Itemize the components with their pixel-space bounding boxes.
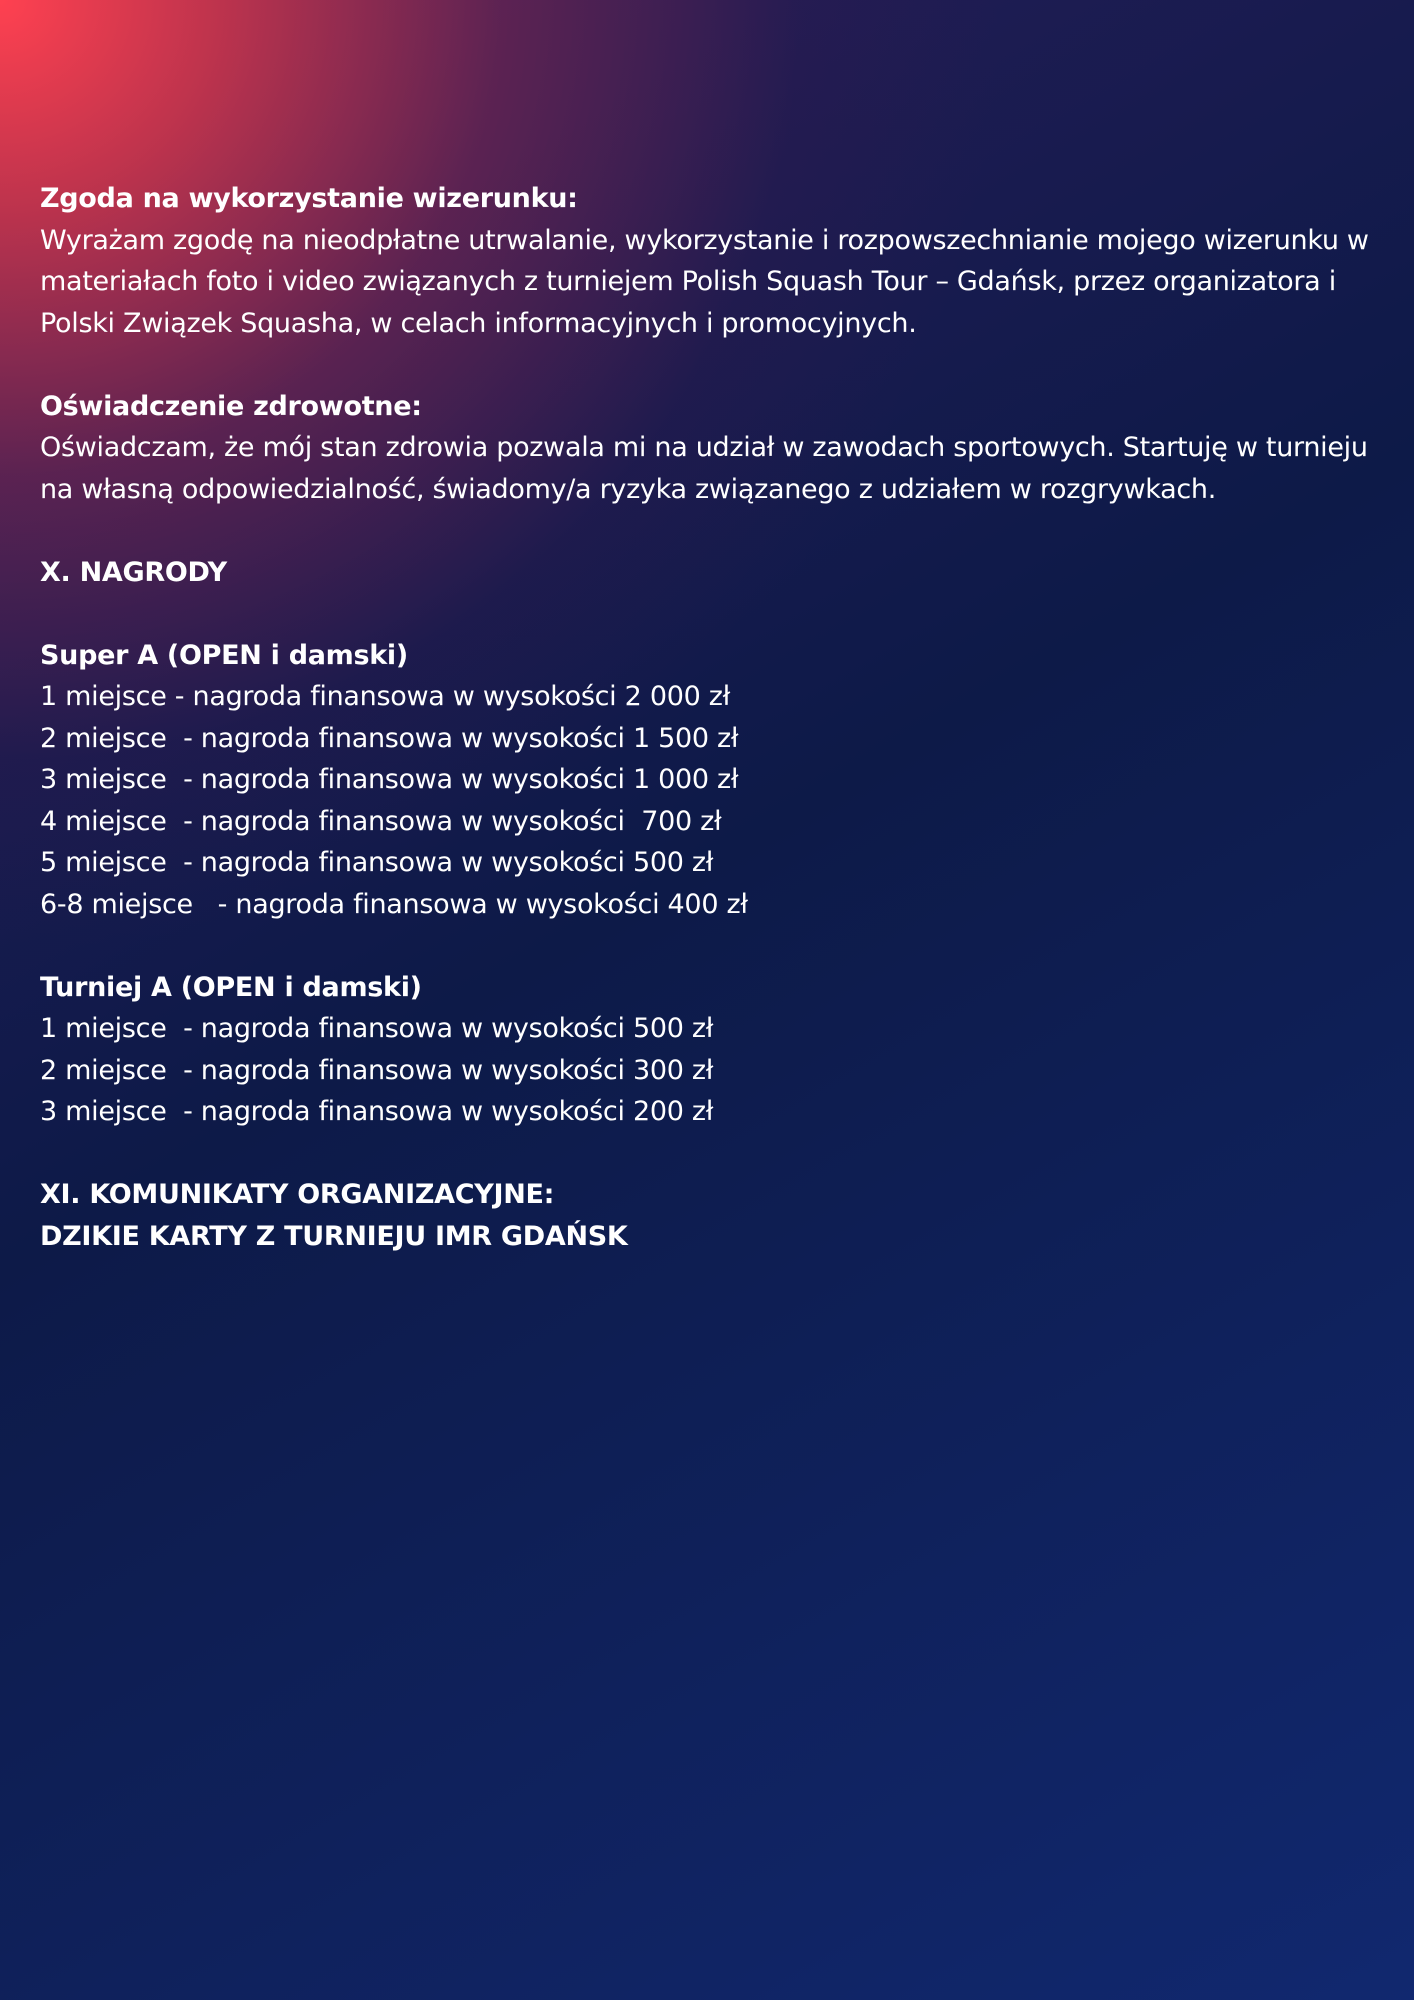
spacer <box>40 925 1380 967</box>
announcements-heading: XI. KOMUNIKATY ORGANIZACYJNE: <box>40 1179 555 1210</box>
prize-line: 2 miejsce - nagroda finansowa w wysokości 300 zł <box>40 1054 714 1086</box>
turniej-a-title: Turniej A (OPEN i damski) <box>40 971 422 1003</box>
prize-line: 2 miejsce - nagroda finansowa w wysokości 1 500 zł <box>40 722 739 754</box>
spacer <box>40 344 1380 386</box>
consent-body: Wyrażam zgodę na nieodpłatne utrwalanie, wykorzystanie i rozpowszechnianie mojego wizerunku w materiałach foto i video związanych z turniejem Polish Squash Tour – Gdańsk, przez organizatora i Polski Związek Squasha, w celach informacyjnych i promocyjnych. <box>40 224 1369 339</box>
prize-line: 3 miejsce - nagroda finansowa w wysokości 200 zł <box>40 1096 714 1127</box>
prize-line: 1 miejsce - nagroda finansowa w wysokości 2 000 zł <box>40 681 730 712</box>
announcements-subheading: DZIKIE KARTY Z TURNIEJU IMR GDAŃSK <box>40 1220 628 1252</box>
health-body: Oświadczam, że mój stan zdrowia pozwala mi na udział w zawodach sportowych. Startuję w turnieju na własną odpowiedzialność, świadomy/a ryzyka związanego z udziałem w rozgrywkach. <box>40 432 1368 505</box>
super-a-title: Super A (OPEN i damski) <box>40 639 408 671</box>
document-content <box>40 178 1380 1257</box>
prizes-heading: X. NAGRODY <box>40 556 227 588</box>
prize-line: 5 miejsce - nagroda finansowa w wysokości 500 zł <box>40 847 714 878</box>
prize-line: 3 miejsce - nagroda finansowa w wysokości 1 000 zł <box>40 764 739 795</box>
prize-line: 6-8 miejsce - nagroda finansowa w wysokości 400 zł <box>40 888 748 920</box>
prize-line: 4 miejsce - nagroda finansowa w wysokości 700 zł <box>40 805 722 837</box>
spacer <box>40 510 1380 552</box>
health-heading: Oświadczenie zdrowotne: <box>40 390 422 422</box>
spacer <box>40 1133 1380 1175</box>
consent-heading: Zgoda na wykorzystanie wizerunku: <box>40 183 578 214</box>
spacer <box>40 593 1380 635</box>
prize-line: 1 miejsce - nagroda finansowa w wysokości 500 zł <box>40 1013 714 1044</box>
